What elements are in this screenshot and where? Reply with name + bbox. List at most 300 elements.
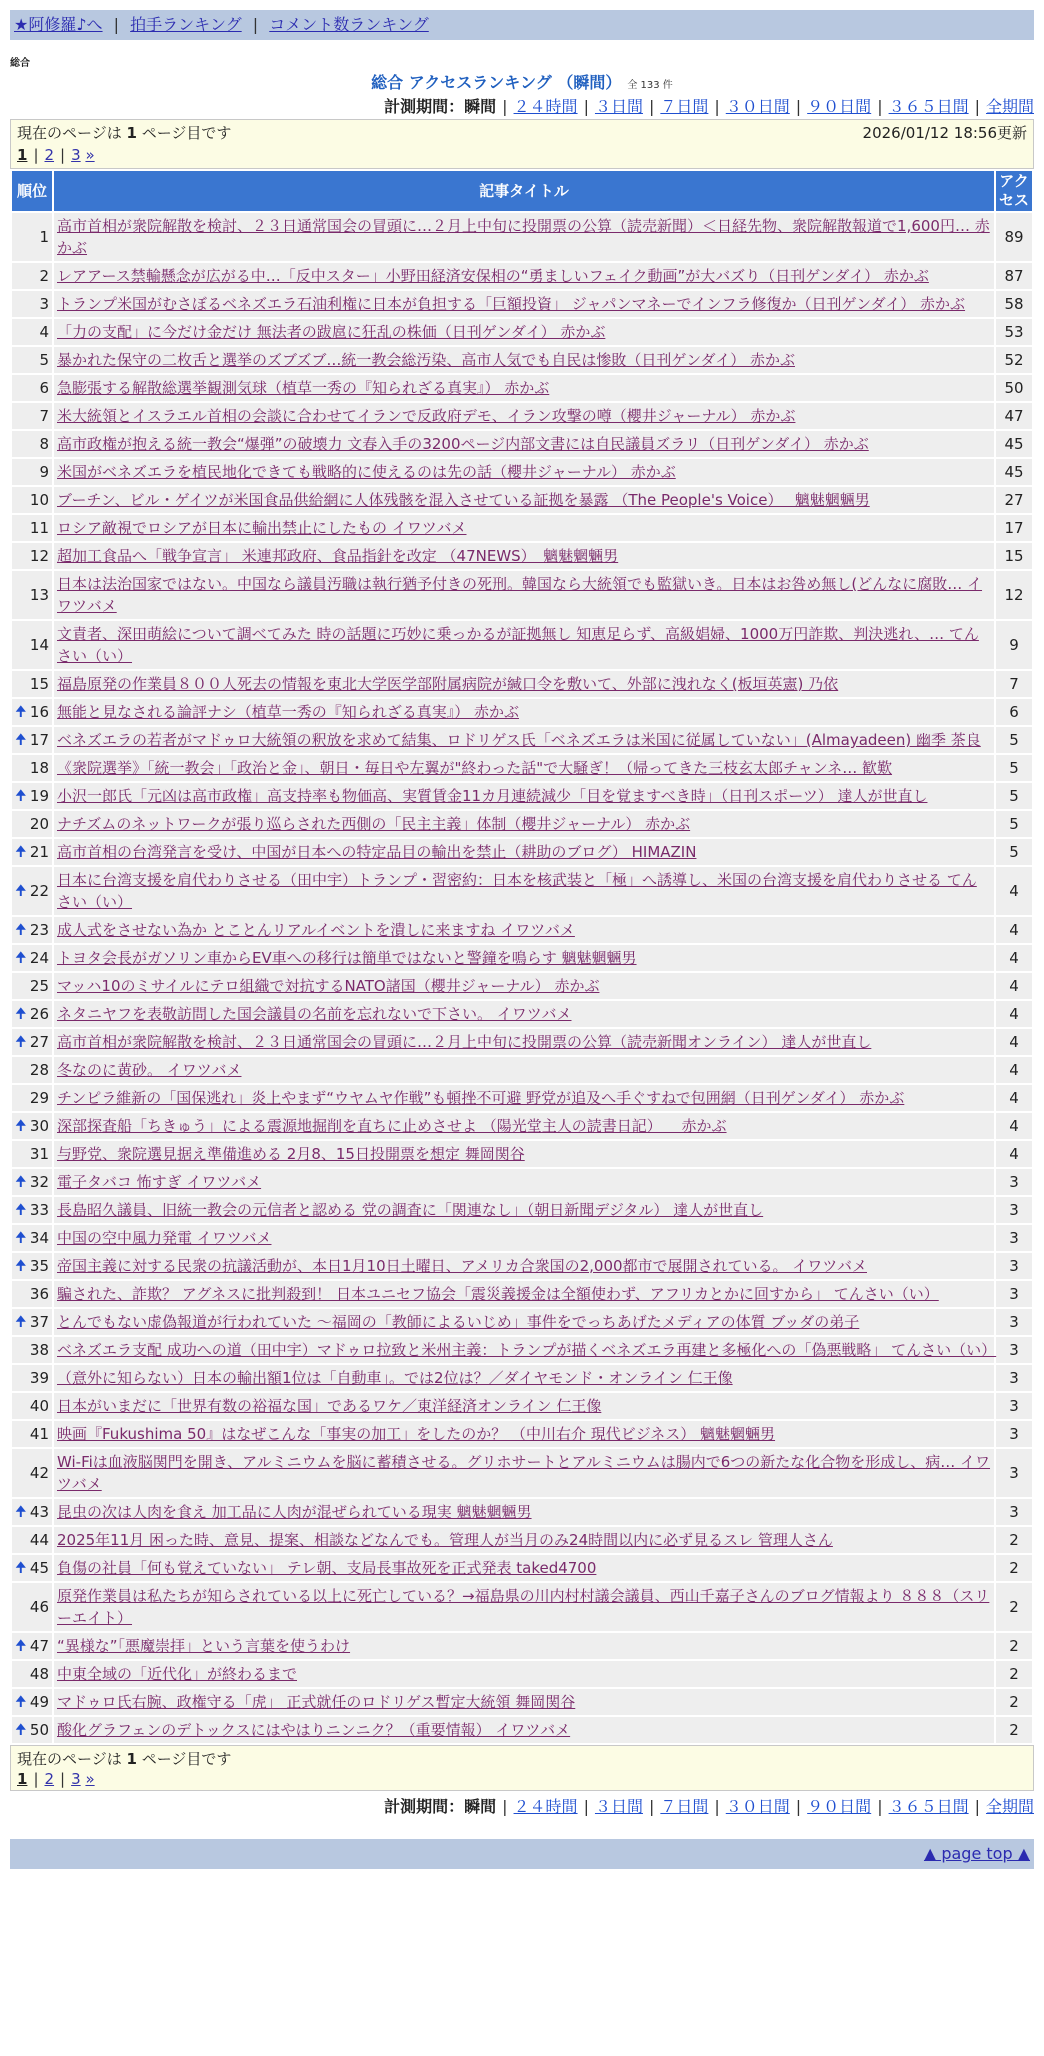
title-cell xyxy=(54,1057,994,1083)
rank-number: 33 xyxy=(29,1201,49,1219)
rank-number: 22 xyxy=(29,882,49,900)
period-label: 計測期間： xyxy=(384,1797,465,1816)
rank-number: 23 xyxy=(29,921,49,939)
article-title-link[interactable]: 小沢一郎氏「元凶は高市政権」高支持率も物価高、実質賃金11カ月連続減少「目を覚ますべき時」（日刊スポーツ） 達人が世直し xyxy=(57,787,928,805)
access-count: 52 xyxy=(996,347,1032,373)
pager-current-page: 1 xyxy=(17,146,28,164)
period-link-4[interactable]: ９０日間 xyxy=(807,97,872,116)
article-title-link[interactable]: 酸化グラフェンのデトックスにはやはりニンニク？（重要情報） イワツバメ xyxy=(57,1721,571,1739)
rank-up-arrow-icon: 🠉 xyxy=(15,1230,27,1246)
article-title-link[interactable]: 「力の支配」に今だけ金だけ 無法者の跋扈に狂乱の株価（日刊ゲンダイ） 赤かぶ xyxy=(57,323,606,341)
table-row xyxy=(12,1633,1032,1659)
period-link-2-bottom[interactable]: ７日間 xyxy=(660,1797,709,1816)
rank-cell xyxy=(12,1689,52,1715)
article-title-link[interactable]: 超加工食品へ「戦争宣言」 米連邦政府、食品指針を改定 （47NEWS） 魑魅魍魎男 xyxy=(57,547,619,565)
rank-number: 4 xyxy=(39,323,49,341)
pager-link-2[interactable]: 2 xyxy=(44,1770,55,1788)
table-row xyxy=(12,459,1032,485)
table-row xyxy=(12,263,1032,289)
article-title-link[interactable]: 日本に台湾支援を肩代わりさせる（田中宇）トランプ・習密約：日本を核武装と「極」へ誘導し、米国の台湾支援を肩代わりさせる てんさい（い） xyxy=(57,871,977,911)
access-count: 5 xyxy=(996,839,1032,865)
access-count: 5 xyxy=(996,811,1032,837)
access-count: 6 xyxy=(996,699,1032,725)
rank-cell xyxy=(12,1421,52,1447)
title-cell xyxy=(54,1689,994,1715)
access-count: 4 xyxy=(996,1141,1032,1167)
title-cell xyxy=(54,1527,994,1553)
access-count: 15 xyxy=(996,543,1032,569)
period-selector-bottom xyxy=(10,1795,1034,1819)
rank-number: 28 xyxy=(29,1061,49,1079)
access-count: 4 xyxy=(996,867,1032,915)
title-cell xyxy=(54,945,994,971)
access-count: 2 xyxy=(996,1633,1032,1659)
rank-cell xyxy=(12,213,52,261)
table-row xyxy=(12,347,1032,373)
title-cell xyxy=(54,403,994,429)
period-link-6-bottom[interactable]: 全期間 xyxy=(985,1797,1034,1816)
total-count: 全 133 件 xyxy=(627,80,673,91)
title-cell xyxy=(54,1281,994,1307)
title-cell xyxy=(54,487,994,513)
rank-cell xyxy=(12,1029,52,1055)
article-title-link[interactable]: 《衆院選挙》「統一教会」「政治と金」、朝日・毎日や左翼が"終わった話"で大騒ぎ！（帰ってきた三枝玄太郎チャンネ… 歓歎 xyxy=(57,759,893,777)
rank-number: 44 xyxy=(29,1531,49,1549)
home-link[interactable]: ★阿修羅♪へ xyxy=(14,15,103,34)
rank-cell xyxy=(12,515,52,541)
title-cell xyxy=(54,1449,994,1497)
access-count: 2 xyxy=(996,1661,1032,1687)
table-row xyxy=(12,1253,1032,1279)
article-title-link[interactable]: Wi-Fiは血液脳関門を開き、アルミニウムを脳に蓄積させる。グリホサートとアルミニウムは腸内で6つの新たな化合物を形成し、病… イワツバメ xyxy=(57,1453,991,1493)
rank-number: 31 xyxy=(29,1145,49,1163)
article-title-link[interactable]: ブーチン、ビル・ゲイツが米国食品供給網に人体残骸を混入させている証拠を暴露 （The People's Voice） 魑魅魍魎男 xyxy=(57,491,870,509)
article-title-link[interactable]: 無能と見なされる論評ナシ（植草一秀の『知られざる真実』） 赤かぶ xyxy=(57,703,519,721)
rank-number: 39 xyxy=(29,1369,49,1387)
rank-cell xyxy=(12,1001,52,1027)
table-row xyxy=(12,1527,1032,1553)
article-title-link[interactable]: 日本は法治国家ではない。中国なら議員汚職は執行猶予付きの死刑。韓国なら大統領でも監獄いき。日本はお咎め無し(どんなに腐敗… イワツバメ xyxy=(57,575,983,615)
rank-number: 9 xyxy=(39,463,49,481)
access-count: 3 xyxy=(996,1499,1032,1525)
rank-cell xyxy=(12,1633,52,1659)
rank-number: 19 xyxy=(29,787,49,805)
rank-up-arrow-icon: 🠉 xyxy=(15,1560,27,1576)
article-title-link[interactable]: 高市首相が衆院解散を検討、２３日通常国会の冒頭に…２月上中旬に投開票の公算（読売新聞）＜日経先物、衆院解散報道で1,600円… 赤かぶ xyxy=(57,217,990,257)
table-row xyxy=(12,945,1032,971)
rank-number: 21 xyxy=(29,843,49,861)
article-title-link[interactable]: ロシア敵視でロシアが日本に輸出禁止にしたもの イワツバメ xyxy=(57,519,467,537)
article-title-link[interactable]: 映画『Fukushima 50』はなぜこんな「事実の加工」をしたのか？ （中川右介 現代ビジネス） 魑魅魍魎男 xyxy=(57,1425,776,1443)
period-separator: | xyxy=(502,1797,508,1816)
table-row xyxy=(12,1365,1032,1391)
period-separator: | xyxy=(877,97,883,116)
nav-separator: | xyxy=(252,15,259,34)
table-row xyxy=(12,1225,1032,1251)
article-title-link[interactable]: とんでもない虚偽報道が行われていた ～福岡の「教師によるいじめ」事件をでっちあげたメディアの体質 ブッダの弟子 xyxy=(57,1313,860,1331)
rank-number: 37 xyxy=(29,1313,49,1331)
rank-number: 13 xyxy=(29,586,49,604)
table-row xyxy=(12,1499,1032,1525)
access-count: 3 xyxy=(996,1449,1032,1497)
rank-up-arrow-icon: 🠉 xyxy=(15,1504,27,1520)
access-count: 3 xyxy=(996,1337,1032,1363)
table-row xyxy=(12,755,1032,781)
period-link-1[interactable]: ３日間 xyxy=(594,97,643,116)
period-separator: | xyxy=(583,1797,589,1816)
title-cell xyxy=(54,839,994,865)
rank-number: 1 xyxy=(39,228,49,246)
rank-cell xyxy=(12,1661,52,1687)
category-label: 総合 xyxy=(10,58,30,69)
period-selector-top xyxy=(10,95,1034,119)
table-row xyxy=(12,621,1032,669)
access-count: 2 xyxy=(996,1717,1032,1743)
rank-up-arrow-icon: 🠉 xyxy=(15,1258,27,1274)
title-cell xyxy=(54,811,994,837)
period-link-4-bottom[interactable]: ９０日間 xyxy=(807,1797,872,1816)
rank-cell xyxy=(12,1449,52,1497)
article-title-link[interactable]: 中東全域の「近代化」が終わるまで xyxy=(57,1665,298,1683)
article-title-link[interactable]: マッハ10のミサイルにテロ組織で対抗するNATO諸国（櫻井ジャーナル） 赤かぶ xyxy=(57,977,600,995)
rank-cell xyxy=(12,1057,52,1083)
ranking-table xyxy=(10,169,1034,1745)
nav-separator: | xyxy=(113,15,120,34)
rank-cell xyxy=(12,621,52,669)
rank-cell xyxy=(12,839,52,865)
table-row xyxy=(12,213,1032,261)
table-row xyxy=(12,811,1032,837)
rank-cell xyxy=(12,699,52,725)
rank-cell xyxy=(12,1113,52,1139)
table-row xyxy=(12,403,1032,429)
title-cell xyxy=(54,1113,994,1139)
table-row xyxy=(12,1309,1032,1335)
rank-number: 17 xyxy=(29,731,49,749)
title-cell xyxy=(54,1309,994,1335)
access-count: 3 xyxy=(996,1197,1032,1223)
title-cell xyxy=(54,783,994,809)
article-title-link[interactable]: 中国の空中風力発電 イワツバメ xyxy=(57,1229,272,1247)
table-row xyxy=(12,671,1032,697)
access-count: 4 xyxy=(996,1029,1032,1055)
title-cell xyxy=(54,1337,997,1363)
title-cell xyxy=(54,213,994,261)
pager-link-2[interactable]: 2 xyxy=(44,146,55,164)
rank-cell xyxy=(12,543,52,569)
article-title-link[interactable]: 暴かれた保守の二枚舌と選挙のズブズブ…統一教会総汚染、高市人気でも自民は惨敗（日刊ゲンダイ） 赤かぶ xyxy=(57,351,795,369)
access-count: 2 xyxy=(996,1527,1032,1553)
access-count: 3 xyxy=(996,1281,1032,1307)
period-link-5-bottom[interactable]: ３６５日間 xyxy=(888,1797,969,1816)
rank-number: 43 xyxy=(29,1503,49,1521)
access-count: 4 xyxy=(996,1085,1032,1111)
rank-number: 20 xyxy=(29,815,49,833)
rank-cell xyxy=(12,945,52,971)
article-title-link[interactable]: 冬なのに黄砂。 イワツバメ xyxy=(57,1061,242,1079)
period-link-3[interactable]: ３０日間 xyxy=(725,97,790,116)
article-title-link[interactable]: 高市政権が抱える統一教会“爆弾”の破壊力 文春入手の3200ページ内部文書には自民議員ズラリ（日刊ゲンダイ） 赤かぶ xyxy=(57,435,869,453)
title-cell xyxy=(54,1421,994,1447)
pager-separator: | xyxy=(60,1770,66,1788)
rank-up-arrow-icon: 🠉 xyxy=(15,1722,27,1738)
period-link-0[interactable]: ２４時間 xyxy=(513,97,578,116)
period-current: 瞬間 xyxy=(464,1797,497,1816)
rank-cell xyxy=(12,783,52,809)
article-title-link[interactable]: 2025年11月 困った時、意見、提案、相談などなんでも。管理人が当月のみ24時間以内に必ず見るスレ 管理人さん xyxy=(57,1531,833,1549)
table-row xyxy=(12,291,1032,317)
rank-cell xyxy=(12,487,52,513)
rank-cell xyxy=(12,1499,52,1525)
rank-cell xyxy=(12,291,52,317)
updated-timestamp: 2026/01/12 18:56更新 xyxy=(862,124,1027,142)
access-count: 4 xyxy=(996,1001,1032,1027)
article-title-link[interactable]: 長島昭久議員、旧統一教会の元信者と認める 党の調査に「関連なし」（朝日新聞デジタル） 達人が世直し xyxy=(57,1201,764,1219)
access-count: 87 xyxy=(996,263,1032,289)
rank-number: 50 xyxy=(29,1721,49,1739)
pager-link-3[interactable]: 3 xyxy=(71,146,81,164)
article-title-link[interactable]: 騙された、詐欺？ アグネスに批判殺到！ 日本ユニセフ協会「震災義援金は全額使わず、アフリカとかに回すから」 てんさい（い） xyxy=(57,1285,939,1303)
title-cell xyxy=(54,459,994,485)
title-cell xyxy=(54,621,994,669)
access-count: 3 xyxy=(996,1365,1032,1391)
rank-number: 5 xyxy=(39,351,49,369)
rank-up-arrow-icon: 🠉 xyxy=(15,704,27,720)
rank-up-arrow-icon: 🠉 xyxy=(15,1118,27,1134)
table-row xyxy=(12,699,1032,725)
rank-cell xyxy=(12,811,52,837)
rank-number: 34 xyxy=(29,1229,49,1247)
article-title-link[interactable]: ベネズエラの若者がマドゥロ大統領の釈放を求めて結集、ロドリゲス氏「ベネズエラは米国に従属していない」(Almayadeen) 幽季 茶良 xyxy=(57,731,981,749)
rank-cell xyxy=(12,1085,52,1111)
table-row xyxy=(12,1085,1032,1111)
table-row xyxy=(12,867,1032,915)
table-row xyxy=(12,1001,1032,1027)
article-title-link[interactable]: ネタニヤフを表敬訪問した国会議員の名前を忘れないで下さい。 イワツバメ xyxy=(57,1005,572,1023)
table-row xyxy=(12,1337,1032,1363)
comment-ranking-link[interactable]: コメント数ランキング xyxy=(269,15,429,34)
rank-number: 30 xyxy=(29,1117,49,1135)
access-count: 7 xyxy=(996,671,1032,697)
period-separator: | xyxy=(714,1797,720,1816)
article-title-link[interactable]: トランプ米国がむさぼるベネズエラ石油利権に日本が負担する「巨額投資」 ジャパンマネーでインフラ修復か（日刊ゲンダイ） 赤かぶ xyxy=(57,295,966,313)
page-top-link[interactable]: ▲ page top ▲ xyxy=(923,1844,1030,1863)
period-separator: | xyxy=(648,97,655,116)
access-count: 2 xyxy=(996,1583,1032,1631)
rank-up-arrow-icon: 🠉 xyxy=(15,1638,27,1654)
title-cell xyxy=(54,755,994,781)
title-cell xyxy=(54,1583,994,1631)
title-cell xyxy=(54,1197,994,1223)
article-title-link[interactable]: 成人式をさせない為か とことんリアルイベントを潰しに来ますね イワツバメ xyxy=(57,921,575,939)
article-title-link[interactable]: 急膨張する解散総選挙観測気球（植草一秀の『知られざる真実』） 赤かぶ xyxy=(57,379,550,397)
access-count: 3 xyxy=(996,1253,1032,1279)
access-count: 45 xyxy=(996,431,1032,457)
pager-bottom xyxy=(17,1770,1027,1788)
article-title-link[interactable]: マドゥロ氏右腕、政権守る「虎」 正式就任のロドリゲス暫定大統領 舞岡関谷 xyxy=(57,1693,576,1711)
rank-number: 11 xyxy=(29,519,49,537)
rank-cell xyxy=(12,1717,52,1743)
table-row xyxy=(12,1057,1032,1083)
table-row xyxy=(12,1583,1032,1631)
period-link-5[interactable]: ３６５日間 xyxy=(888,97,969,116)
article-title-link[interactable]: 米大統領とイスラエル首相の会談に合わせてイランで反政府デモ、イラン攻撃の噂（櫻井ジャーナル） 赤かぶ xyxy=(57,407,796,425)
bottom-bar xyxy=(10,1839,1034,1869)
rank-up-arrow-icon: 🠉 xyxy=(15,950,27,966)
access-count: 4 xyxy=(996,945,1032,971)
period-separator: | xyxy=(974,1797,980,1816)
article-title-link[interactable]: （意外に知らない）日本の輸出額1位は「自動車」。では2位は？／ダイヤモンド・オンライン 仁王像 xyxy=(57,1369,733,1387)
article-title-link[interactable]: 高市首相の台湾発言を受け、中国が日本への特定品目の輸出を禁止（耕助のブログ） HIMAZIN xyxy=(57,843,697,861)
article-title-link[interactable]: 米国がベネズエラを植民地化できても戦略的に使えるのは先の話（櫻井ジャーナル） 赤かぶ xyxy=(57,463,676,481)
rank-number: 29 xyxy=(29,1089,49,1107)
article-title-link[interactable]: チンピラ維新の「国保逃れ」炎上やまず“ウヤムヤ作戦”も頓挫不可避 野党が追及へ手ぐすねで包囲網（日刊ゲンダイ） 赤かぶ xyxy=(57,1089,905,1107)
article-title-link[interactable]: ナチズムのネットワークが張り巡らされた西側の「民主主義」体制（櫻井ジャーナル） 赤かぶ xyxy=(57,815,691,833)
article-title-link[interactable]: 電子タバコ 怖すぎ イワツバメ xyxy=(57,1173,262,1191)
period-link-2[interactable]: ７日間 xyxy=(660,97,709,116)
rank-cell xyxy=(12,375,52,401)
table-row xyxy=(12,783,1032,809)
pager-next-link[interactable]: » xyxy=(85,146,95,164)
period-link-6[interactable]: 全期間 xyxy=(985,97,1034,116)
rank-cell xyxy=(12,973,52,999)
title-cell xyxy=(54,1633,994,1659)
pager-next-link[interactable]: » xyxy=(85,1770,95,1788)
table-row xyxy=(12,319,1032,345)
period-label: 計測期間： xyxy=(384,97,465,116)
rank-cell xyxy=(12,431,52,457)
table-row xyxy=(12,1141,1032,1167)
rank-up-arrow-icon: 🠉 xyxy=(15,1694,27,1710)
rank-cell xyxy=(12,263,52,289)
title-cell xyxy=(54,699,994,725)
rank-cell xyxy=(12,1527,52,1553)
title-cell xyxy=(54,571,994,619)
table-row xyxy=(12,1555,1032,1581)
rank-number: 10 xyxy=(29,491,49,509)
title-cell xyxy=(54,1393,994,1419)
table-row xyxy=(12,571,1032,619)
title-cell xyxy=(54,727,994,753)
rank-up-arrow-icon: 🠉 xyxy=(15,1174,27,1190)
access-count: 47 xyxy=(996,403,1032,429)
table-row xyxy=(12,1393,1032,1419)
title-cell xyxy=(54,431,994,457)
article-title-link[interactable]: 日本がいまだに「世界有数の裕福な国」であるワケ／東洋経済オンライン 仁王像 xyxy=(57,1397,602,1415)
rank-number: 40 xyxy=(29,1397,49,1415)
article-title-link[interactable]: 原発作業員は私たちが知らされている以上に死亡している？→福島県の川内村村議会議員、西山千嘉子さんのブログ情報より ８８８（スリーエイト） xyxy=(57,1587,990,1627)
rank-cell xyxy=(12,1337,52,1363)
title-cell xyxy=(54,515,994,541)
table-row xyxy=(12,1029,1032,1055)
table-row xyxy=(12,839,1032,865)
pager-link-3[interactable]: 3 xyxy=(71,1770,81,1788)
period-link-1-bottom[interactable]: ３日間 xyxy=(594,1797,643,1816)
rank-cell xyxy=(12,347,52,373)
access-count: 89 xyxy=(996,213,1032,261)
article-title-link[interactable]: ベネズエラ支配 成功への道（田中宇）マドゥロ拉致と米州主義：トランプが描くベネズエラ再建と多極化への「偽悪戦略」 てんさい（い） xyxy=(57,1341,997,1359)
article-title-link[interactable]: 帝国主義に対する民衆の抗議活動が、本日1月10日土曜日、アメリカ合衆国の2,000都市で展開されている。 イワツバメ xyxy=(57,1257,867,1275)
rank-number: 45 xyxy=(29,1559,49,1577)
rank-number: 24 xyxy=(29,949,49,967)
article-title-link[interactable]: 福島原発の作業員８００人死去の情報を東北大学医学部附属病院が緘口令を敷いて、外部に洩れなく(板垣英憲) 乃依 xyxy=(57,675,839,693)
page-title: 総合 アクセスランキング （瞬間） xyxy=(371,73,622,92)
rank-cell xyxy=(12,1365,52,1391)
article-title-link[interactable]: 負傷の社員「何も覚えていない」 テレ朝、支局長事故死を正式発表 taked4700 xyxy=(57,1559,597,1577)
title-cell xyxy=(54,1029,994,1055)
rank-cell xyxy=(12,571,52,619)
access-count: 9 xyxy=(996,621,1032,669)
title-cell xyxy=(54,1225,994,1251)
article-title-link[interactable]: 昆虫の次は人肉を食え 加工品に人肉が混ぜられている現実 魑魅魍魎男 xyxy=(57,1503,532,1521)
period-link-0-bottom[interactable]: ２４時間 xyxy=(513,1797,578,1816)
table-row xyxy=(12,917,1032,943)
rank-number: 25 xyxy=(29,977,49,995)
rank-cell xyxy=(12,917,52,943)
title-cell xyxy=(54,291,994,317)
rank-cell xyxy=(12,867,52,915)
access-count: 12 xyxy=(996,571,1032,619)
article-title-link[interactable]: 与野党、衆院選見据え準備進める 2月8、15日投開票を想定 舞岡関谷 xyxy=(57,1145,525,1163)
rank-number: 49 xyxy=(29,1693,49,1711)
article-title-link[interactable]: 深部探査船「ちきゅう」による震源地掘削を直ちに止めさせよ （陽光堂主人の読書日記） 赤かぶ xyxy=(57,1117,727,1135)
rank-number: 35 xyxy=(29,1257,49,1275)
rank-number: 46 xyxy=(29,1598,49,1616)
page-info-box-bottom xyxy=(10,1745,1034,1791)
period-separator: | xyxy=(714,97,720,116)
applause-ranking-link[interactable]: 拍手ランキング xyxy=(130,15,242,34)
rank-cell xyxy=(12,1583,52,1631)
col-title-header: 記事タイトル xyxy=(54,171,994,211)
rank-number: 12 xyxy=(29,547,49,565)
access-count: 2 xyxy=(996,1555,1032,1581)
title-cell xyxy=(54,1499,994,1525)
period-current: 瞬間 xyxy=(464,97,497,116)
table-row xyxy=(12,1661,1032,1687)
access-count: 5 xyxy=(996,783,1032,809)
access-count: 5 xyxy=(996,727,1032,753)
rank-up-arrow-icon: 🠉 xyxy=(15,1006,27,1022)
article-title-link[interactable]: “異様な”「悪魔崇拝」という言葉を使うわけ xyxy=(57,1637,351,1655)
article-title-link[interactable]: 高市首相が衆院解散を検討、２３日通常国会の冒頭に…２月上中旬に投開票の公算（読売新聞オンライン） 達人が世直し xyxy=(57,1033,872,1051)
period-separator: | xyxy=(974,97,980,116)
title-cell xyxy=(54,263,994,289)
page-title-row xyxy=(10,70,1034,93)
access-count: 3 xyxy=(996,1169,1032,1195)
title-cell xyxy=(54,1001,994,1027)
table-row xyxy=(12,431,1032,457)
title-cell xyxy=(54,1365,994,1391)
access-count: 2 xyxy=(996,1689,1032,1715)
article-title-link[interactable]: レアアース禁輸懸念が広がる中…「反中スター」小野田経済安保相の“勇ましいフェイク動画”が大バズり（日刊ゲンダイ） 赤かぶ xyxy=(57,267,929,285)
rank-cell xyxy=(12,1555,52,1581)
rank-number: 41 xyxy=(29,1425,49,1443)
table-row xyxy=(12,1717,1032,1743)
article-title-link[interactable]: トヨタ会長がガソリン車からEV車への移行は簡単ではないと警鐘を鳴らす 魑魅魍魎男 xyxy=(57,949,637,967)
table-row xyxy=(12,973,1032,999)
rank-number: 16 xyxy=(29,703,49,721)
title-cell xyxy=(54,543,994,569)
rank-cell xyxy=(12,403,52,429)
period-link-3-bottom[interactable]: ３０日間 xyxy=(725,1797,790,1816)
title-cell xyxy=(54,1253,994,1279)
table-row xyxy=(12,1197,1032,1223)
rank-cell xyxy=(12,727,52,753)
article-title-link[interactable]: 文責者、深田萌絵について調べてみた 時の話題に巧妙に乗っかるが証拠無し 知恵足らず、高級娼婦、1000万円詐欺、判決逃れ、… てんさい（い） xyxy=(57,625,979,665)
title-cell xyxy=(54,1085,994,1111)
col-rank-header: 順位 xyxy=(12,171,52,211)
access-count: 17 xyxy=(996,515,1032,541)
